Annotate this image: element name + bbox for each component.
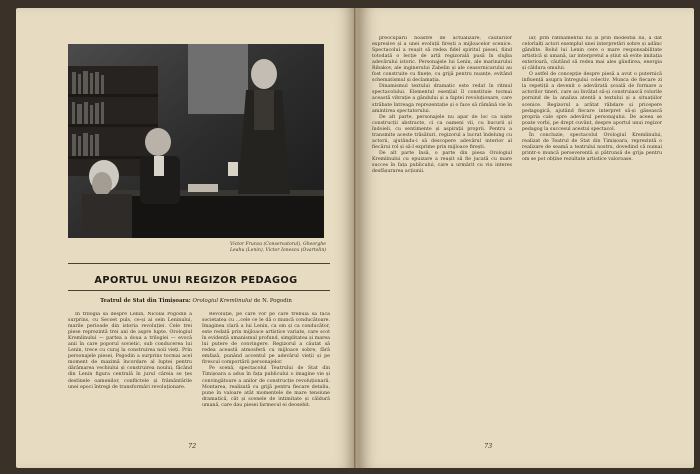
paragraph: În trilogia sa despre Lenin, Nicolai Pogodin a surprins, cu Secoet puls, ce-și ai sein Leninului, marile perioade din istoria revoluției. Cele trei piese reprezintă trei ani de aspre lupte. Orologiul Kremlinului — partea a doua a trilogiei — evocă anii în care poporul sovietic, sub conducerea lui Lenin, trece cu curaj la construirea noii vieți. Prin personajele piesei, Pogodin a surprins tocmai acel moment de maximă încordare al luptei pentru dărâmarea vechiului și construirea noului, făcând din Lenin figura centrală în jurul căreia se țes destinele oamenilor, conflictele și frământările unei epoci întregi de transformări revoluționare. — [68, 312, 192, 390]
paragraph: Revoluție, pe care vor pe care trebuia să facă societatea cu ...cele ce le dă o muncă conducătoare. Imaginea clară a lui Lenin, ca om și ca conducător, este redată prin mijloace artistice variate, care scot în evidență umanismul profund, simplitatea și marea lui putere de convingere. Regizorul a căutat să redea această atmosferă cu mijloace sobre, fără emfază, punând accentul pe adevărul vieții și pe firescul comportării personajelor. — [202, 312, 330, 366]
paragraph: De alt parte, personajele nu apar de loc ca niște construcții abstracte, ci ca oameni vii, cu bucurii și îndoieli, cu sentimente și aspirații proprii. Pentru a transmite aceste trăsături, regizorul a lucrat îndelung cu actorii, ajutându-i să descopere adevărul interior al fiecărui rol și să-l exprime prin mijloace firești. — [372, 114, 512, 150]
paragraph: În concluzie, spectacolul Orologiul Kremlinului, realizat de Teatrul de Stat din Timișoara, reprezintă o realizare de seamă a teatrului nostru, dovedind că numai printr-o muncă perseverentă și pătrunsă de grija pentru om se pot obține rezultate artistice valoroase. — [522, 132, 662, 162]
paragraph: preocupării noastre de actualizare, căutărilor expresive și a unei evoluții firești a mijloacelor scenice. Spectacolul a reușit să redea fidel spiritul piesei, fiind totodată o lecție de artă regizorală pusă în slujba adevărului istoric. Personajele lui Lenin, ale marinarului Ribakov, ale inginerului Zabelin și ale ceasornicarului au fost construite cu finețe, cu grijă pentru nuanțe, evitând schematismul și declamația. — [372, 36, 512, 84]
page-number-right: 73 — [484, 442, 493, 450]
left-page — [16, 8, 356, 468]
paragraph: Dinamismul textului dramatic este redat în ritmul spectacolului. Elementul esențial îl constituie tocmai această vibrație a gândului și a faptei revoluționare, care străbate întreaga reprezentație și o face să rămână vie în amintirea spectatorului. — [372, 84, 512, 114]
article-title: APORTUL UNUI REGIZOR PEDAGOG — [94, 275, 298, 286]
right-page — [358, 8, 694, 468]
right-column-2 — [522, 36, 662, 444]
paragraph: O astfel de concepție despre piesă a avut o puternică influență asupra întregului colectiv. Munca de fiecare zi la repetiții a devenit o adevărată școală de formare a actorilor tineri, care au învățat să-și construiască rolurile pornind de la analiza atentă a textului și a situațiilor scenice. Regizorul a arătat răbdare și pricepere pedagogică, ajutând fiecare interpret să-și găsească propria cale spre adevărul personajului. De aceea se poate vorbi, pe drept cuvânt, despre aportul unui regizor pedagog la succesul acestui spectacol. — [522, 72, 662, 132]
production-photo-image — [68, 44, 324, 238]
production-photo — [68, 44, 324, 238]
subtitle-play: Orologiul Kremlinului — [192, 298, 253, 304]
right-column-1 — [372, 36, 512, 444]
article-subtitle — [56, 298, 336, 304]
paragraph: Pe scenă, spectacolul Teatrului de Stat din Timișoara a adus în fața publicului o imagine vie și convingătoare a anilor de construcție revoluționară. Montarea, realizată cu grijă pentru fiecare detaliu, pune în valoare atât momentele de mare tensiune dramatică, cât și scenele de intimitate și căldură umană, care dau piesei farmecul ei deosebit. — [202, 366, 330, 408]
subtitle-author: de N. Pogodin — [253, 298, 292, 304]
left-column-2 — [202, 312, 330, 440]
paragraph: De alt parte însă, o parte din piesa Orologiul Kremlinului cu epuizare a reușit să fie jucată cu mare succes în fața publicului, care a urmărit cu viu interes desfășurarea acțiunii. — [372, 150, 512, 175]
title-rule — [68, 290, 330, 291]
paragraph: iar, prin rafinamentul lui și prin modestia lui, a dat celorlalți actori exemplul unei interpretări sobre și adânc gândite. Rolul lui Lenin cere o mare responsabilitate artistică și umană, iar interpretul a știut să evite imitația exterioară, căutând să redea mai ales gândirea, energia și căldura omului. — [522, 36, 662, 72]
subtitle-theatre: Teatrul de Stat din Timișoara: — [100, 298, 191, 304]
left-column-1 — [68, 312, 192, 440]
photo-caption: Victor Frunza (Conservatorul), Gheorghe Leahu (Lenin), Victor Ionescu (Ovartolin) — [230, 242, 327, 253]
page-number-left: 72 — [188, 442, 197, 450]
top-rule — [68, 263, 330, 264]
